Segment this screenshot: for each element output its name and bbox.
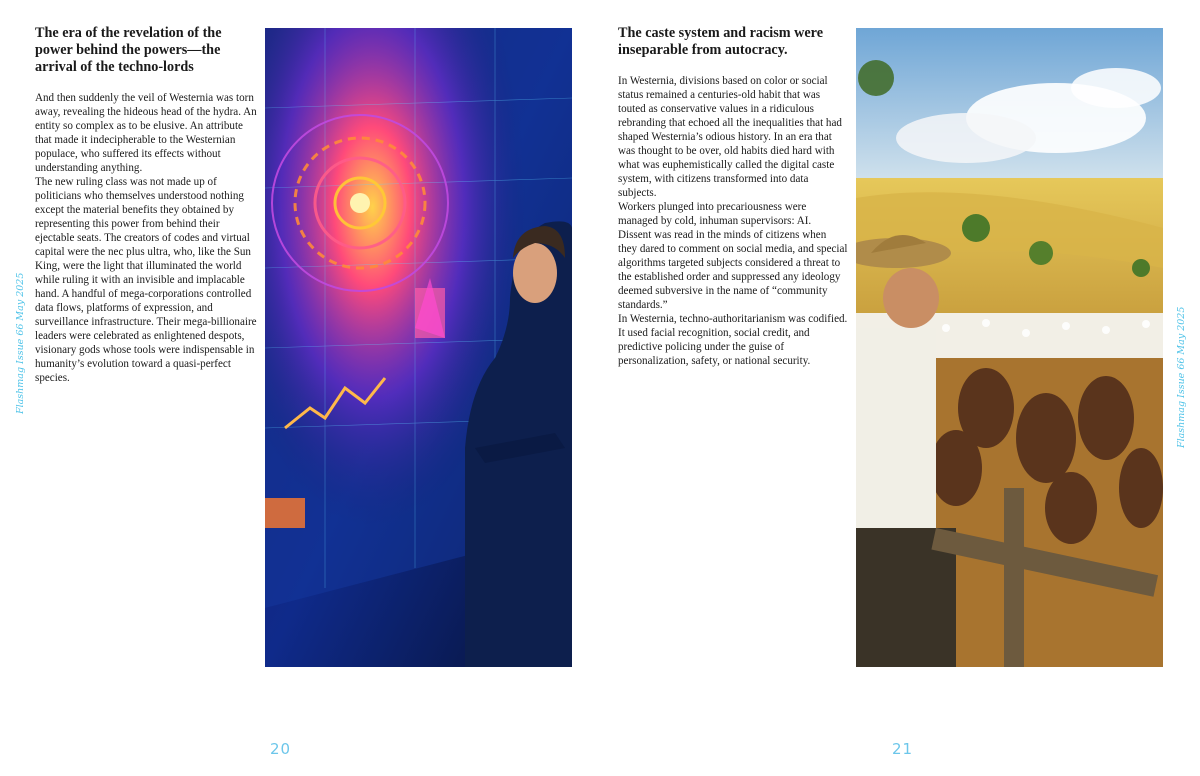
right-paragraph-4: In Westernia, techno-authoritarianism was codified. It used facial recognition, social credit, and predictive policing under the guise of personalization, safety, or national security.: [618, 313, 848, 367]
left-article: [35, 25, 257, 385]
right-page: [600, 0, 1200, 776]
plantation-illustration: [856, 28, 1163, 667]
right-page-number: 21: [892, 740, 914, 758]
plantation-svg: [856, 28, 1163, 667]
right-paragraph-2: Workers plunged into precariousness were managed by cold, inhuman supervisors: AI.: [618, 201, 812, 227]
left-article-title: The era of the revelation of the power behind the powers—the arrival of the techno-lords: [35, 25, 222, 75]
right-paragraph-3: Dissent was read in the minds of citizens when they dared to comment on social media, and special algorithms targeted subjects considered a threat to the established order and suppressed any ideology deemed subversive in the name of “community standards.”: [618, 229, 848, 311]
left-page-number: 20: [270, 740, 292, 758]
right-article-title: The caste system and racism were inseparable from autocracy.: [618, 25, 824, 58]
right-vertical-issue-text: Flashmag Issue 66 May 2025: [1176, 306, 1187, 448]
tech-screen-svg: [265, 28, 572, 667]
left-paragraph-2: The new ruling class was not made up of politicians who themselves understood nothing except the material benefits they obtained by representing this power from behind their ejectable seats. The creators of codes and virtual capital were the nec plus ultra, who, like the Sun King, were the light that illuminated the world while ruling it with an invisible and implacable hand. A handful of mega-corporations controlled data flows, platforms of expression, and surveillance infrastructure. Their mega-billionaire leaders were celebrated as enlightened despots, visionary gods whose tools were indispensable in humanity’s evolution toward a quasi-perfect species.: [35, 176, 257, 384]
left-vertical-issue-text: Flashmag Issue 66 May 2025: [15, 272, 26, 414]
right-paragraph-1: In Westernia, divisions based on color or social status remained a centuries-old habit that was touted as conservative values in a ridiculous rebranding that echoed all the inequalities that had shaped Westernia’s odious history. In an era that was thought to be over, old habits died hard with what was euphemistically called the digital caste system, with citizens transformed into data subjects.: [618, 75, 842, 199]
right-article: [618, 25, 848, 368]
left-paragraph-1: And then suddenly the veil of Westernia was torn away, revealing the hideous head of the hydra. An entity so complex as to be elusive. An attribute that made it indecipherable to the Westernian populace, who suffered its effects without understanding anything.: [35, 92, 257, 174]
tech-screen-illustration: [265, 28, 572, 667]
